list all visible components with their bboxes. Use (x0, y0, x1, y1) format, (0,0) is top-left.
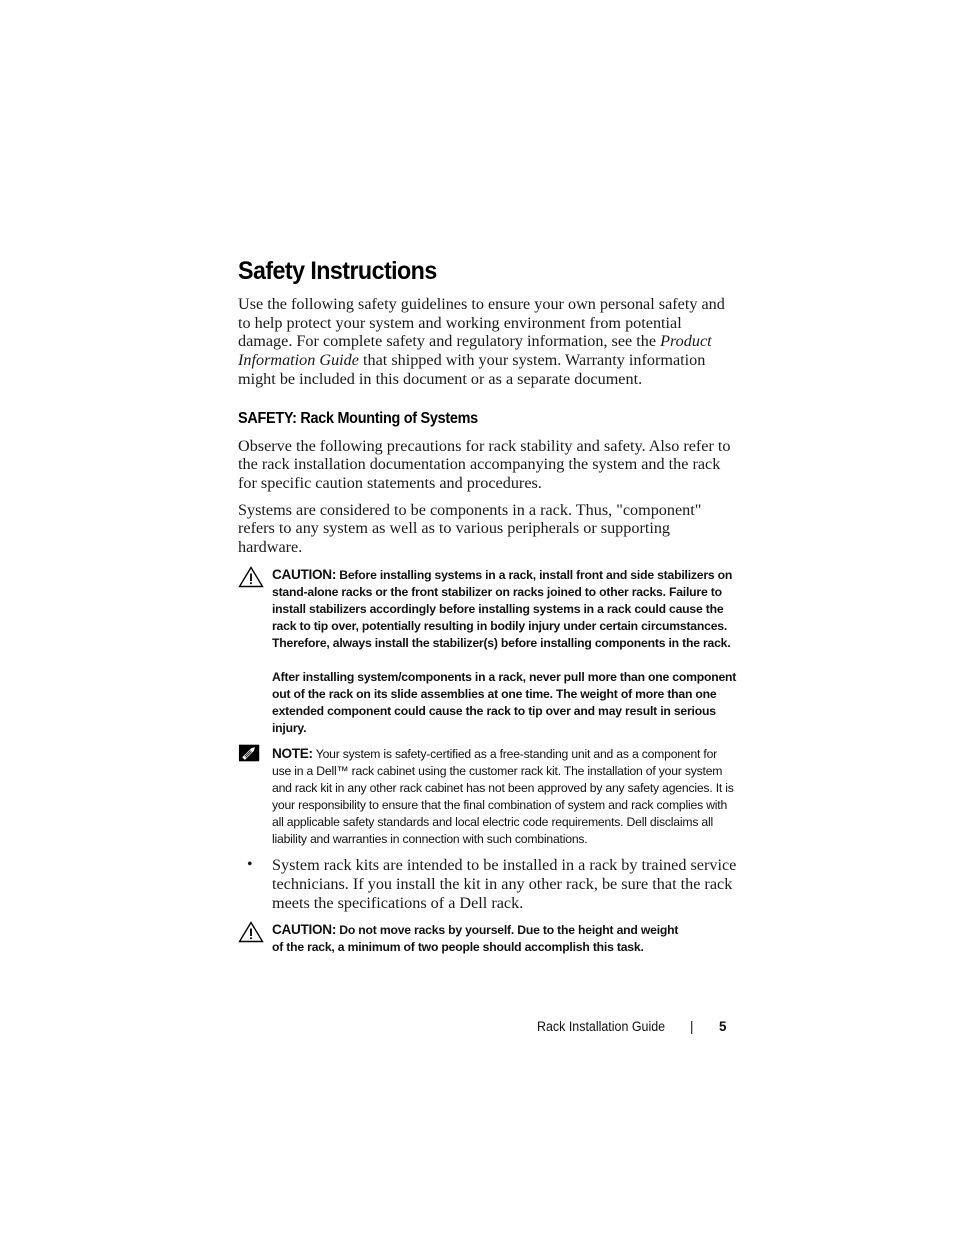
bullet-marker: • (247, 856, 253, 874)
caution-1-paragraph-1 (272, 566, 738, 652)
caution-icon (238, 566, 264, 588)
note-text: Your system is safety-certified as a free-standing unit and as a component for use in a Dell™ rack cabinet using the customer rack kit. The installation of your system and rack kit in any other rack cabinet has not been approved by any safety agencies. It is your responsibility to ensure that the final combination of system and rack complies with all applicable safety standards and local electric code requirements. Dell disclaims all liability and warranties in connection with such combinations. (272, 746, 734, 847)
footer-divider: | (690, 1019, 694, 1034)
page-content (238, 255, 738, 956)
section-heading: SAFETY: Rack Mounting of Systems (238, 409, 478, 427)
caution-notice-2 (238, 921, 738, 956)
caution-notice-1 (238, 566, 738, 738)
note-notice (238, 745, 738, 849)
caution-icon (238, 921, 264, 943)
footer-title: Rack Installation Guide (537, 1019, 666, 1034)
intro-paragraph (238, 295, 738, 389)
bullet-list (238, 856, 738, 912)
caution-1-text-1: Before installing systems in a rack, install front and side stabilizers on stand-alone racks or the front stabilizer on racks joined to other racks. Failure to install stabilizers accordingly before installing systems in a rack could cause the rack to tip over, potentially resulting in bodily injury under certain circumstances. Therefore, always install the stabilizer(s) before installing components in the rack. (272, 567, 733, 651)
page-number: 5 (719, 1019, 727, 1034)
page-footer (537, 1019, 737, 1039)
caution-1-label: CAUTION: (272, 566, 337, 582)
caution-1-paragraph-2: After installing system/components in a rack, never pull more than one component out of the rack on its slide assemblies at one time. The weight of more than one extended component could cause the rack to tip over and may result in serious injury. (272, 670, 737, 736)
intro-text-end: that shipped with your system. Warranty information might be included in this document or as a separate document. (238, 351, 706, 388)
caution-2-text: Do not move racks by yourself. Due to the height and weight of the rack, a minimum of two people should accomplish this task. (272, 923, 679, 955)
bullet-text: System rack kits are intended to be installed in a rack by trained service technicians. If you install the kit in any other rack, be sure that the rack meets the specifications of a Dell rack. (272, 856, 737, 912)
note-label: NOTE: (272, 745, 313, 761)
section-paragraph-2: Systems are considered to be components in a rack. Thus, "component" refers to any system as well as to various peripherals or supporting hardware. (238, 500, 702, 557)
caution-1-body (272, 566, 738, 738)
page-title: Safety Instructions (238, 257, 437, 285)
caution-2-body (272, 921, 680, 956)
section-paragraph-1: Observe the following precautions for rack stability and safety. Also refer to the rack installation documentation accompanying the system and the rack for specific caution statements and procedures. (238, 436, 731, 492)
list-item (238, 856, 738, 912)
note-icon (238, 742, 262, 764)
intro-text-start: Use the following safety guidelines to ensure your own personal safety and to help protect your system and working environment from potential damage. For complete safety and regulatory information, see the (238, 295, 725, 351)
guide-reference: Product Information Guide (238, 332, 712, 370)
note-body (272, 745, 738, 849)
caution-2-label: CAUTION: (272, 922, 337, 938)
